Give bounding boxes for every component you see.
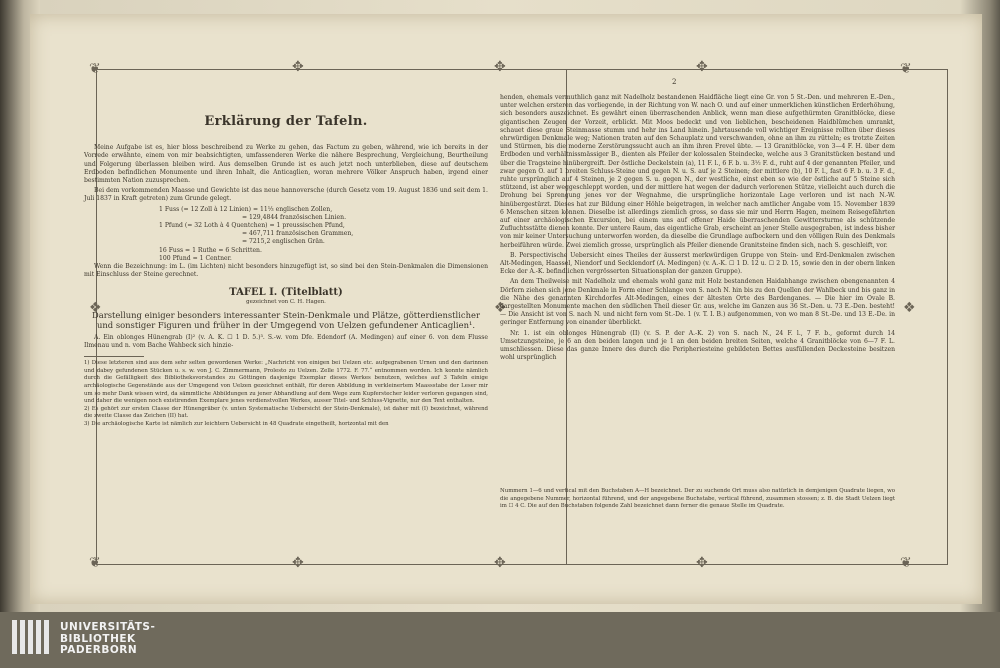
library-logo-icon	[12, 620, 52, 658]
footnote-rule	[84, 356, 144, 357]
plate-heading: TAFEL I. (Titelblatt)	[229, 287, 343, 299]
measure-line: = 7215,2 englischen Grän.	[242, 238, 325, 246]
measure-line: 100 Pfund = 1 Centner.	[159, 254, 232, 262]
corner-ornament-icon: ❦	[89, 61, 101, 77]
plate-author: gezeichnet von C. H. Hagen.	[246, 298, 326, 305]
page-number: 2	[672, 78, 677, 86]
plate-description: Darstellung einiger besonders interessanter Stein-Denkmale und Plätze, götterdienstlicher und sonstiger Figuren und früher in der Umgegend von Uelzen gefundener Anticaglien¹.	[92, 309, 480, 331]
measure-line: 1 Pfund (= 32 Loth à 4 Quentchen) = 1 preussischen Pfund,	[159, 222, 345, 230]
center-ornament-icon: ❖	[494, 300, 507, 316]
footnote-2: 2) Es gehört zur ersten Classe der Hünengräber (v. unten Systematische Uebersicht der Stein-Denkmale), ist daher mit (I) bezeichnet, während die zweite Classe das Zeichen (II) hat.	[84, 405, 488, 420]
measure-line: 16 Fuss = 1 Ruthe = 6 Schritten.	[159, 246, 262, 254]
right-paragraph: B. Perspectivische Uebersicht eines Theiles der äusserst merkwürdigen Gruppe von Stein- und Erd-Denkmalen zwischen Alt-Medingen, Haassel, Niendorf und Secklendorf (A. Medingen) (v. A.-K. ☐ 1 D. 12 u. ☐ 2 D. 15, sowie den in der obern linken Ecke der A.-K. befindlichen vergrösserten Situationsplan der ganzen Gruppe).	[500, 251, 895, 276]
corner-ornament-icon: ❦	[900, 61, 912, 77]
left-column	[84, 94, 488, 429]
library-name-line: BIBLIOTHEK	[60, 632, 136, 645]
page-title: Erklärung der Tafeln.	[204, 114, 368, 129]
top-ornament-icon: ✥	[494, 59, 506, 75]
measure-line: = 467,711 französischen Grammen,	[242, 230, 354, 238]
measure-line: = 129,4844 französischen Linien.	[242, 213, 347, 221]
corner-ornament-icon: ❦	[89, 555, 101, 571]
right-column	[500, 94, 895, 365]
measure-line: 1 Fuss (= 12 Zoll à 12 Linien) = 11⅓ englischen Zollen,	[159, 205, 333, 213]
right-paragraph: An dem Theilweise mit Nadelholz und ehemals wohl ganz mit Holz bestandenen Haidabhange zwischen obengenannten 4 Dörfern ziehen sich jene Denkmale in Form einer Schlange von S. nach N. hin bis zu den Quellen der Wahlbeck und bis ganz in die Nähe des genannten Kirchdorfes Alt-Medingen, eines der ältesten Orte des Bardenganes. — Die hier im Ovale B. dargestellten Monumente machen den südlichen Theil dieser Gr. aus, welche im Ganzen aus 36 St.-Den. u. 73 E.-Den. besteht! — Die Ansicht ist von S. nach N. und nicht fern vom St.-De. 1 (v. T. I. B.) aufgenommen, von wo man 8 St.-De. und 13 E.-De. in geringer Entfernung von einander überblickt.	[500, 278, 895, 327]
right-paragraph: Nr. 1. ist ein oblonges Hünengrab (II) (v. S. P. der A.-K. 2) von S. nach N., 24 F. l., 7 F. b., geformt durch 14 Umsetzungsteine, je 6 an den beiden langen und je 1 an den beiden breiten Seiten, welche 4 Granitblöcke von 6—7 F. L. umschliessen. Diese das ganze Innere des durch die Peripheriesteine gebildeten Bettes ausfüllenden Deckesteine besitzen wohl ursprünglich	[500, 329, 895, 362]
side-ornament-icon: ❖	[89, 300, 102, 316]
dimension-note: Wenn die Bezeichnung: im L. (im Lichten) nicht besonders hinzugefügt ist, so sind bei den Stein-Denkmalen die Dimensionen mit Einschluss der Steine gerechnet.	[84, 263, 488, 279]
item-a-paragraph: A. Ein oblonges Hünengrab (I)² (v. A. K. ☐ 1 D. 5.)³. S.-w. vom Dfe. Edendorf (A. Medingen) auf einer 6. von dem Flusse Ilmenau und n. vom Bache Wahbeck sich hinzie-	[84, 333, 488, 350]
bottom-ornament-icon: ✥	[494, 555, 506, 571]
top-ornament-icon: ✥	[696, 59, 708, 75]
right-paragraph: henden, ehemals vermuthlich ganz mit Nadelholz bestandenen Haidfläche liegt eine Gr. von 5 St.-Den. und mehreren E.-Den., unter welchen ersteren das vorliegende, in der Richtung von W. nach O. und auf einer unmerklichen künstlichen Erderhöhung, sich besonders auszeichnet. Es gewährt einen überraschenden Anblick, wenn man diese aufgethürmten Granitblöcke, diese gigantischen Zeugen der Vorzeit, erblickt. Mit Moos bedeckt und von lieblichen, bescheidenen Haidblümchen umrankt, schauet diese graue Steinmasse stumm und hehr ins Land hinein. Jahrtausende voll wichtiger Ereignisse rollten über dieses ehrwürdigen Denkmale weg; Nationen traten auf den Schauplatz und verschwanden, ohne an ihm zu rütteln; es trotzte Zeiten und Stürmen, bis die moderne Zerstörungssucht auch an ihm ihren Frevel übte. — 13 Granitblöcke, von 3—4 F. H. über dem Erdboden und verhältnissmässiger B., dienten als Pfeiler der kolossalen Steindecke, welche aus 3 Granitstücken bestand und über die Tragsteine hinübergreift. Der östliche Deckelstein (a), 11 F. l., 6 F. b. u. 3½ F. d., ruht auf 4 der genannten Pfeiler, und zwar gegen O. auf 1 breiten Schluss-Steine und gegen N. u. S. auf je 2 Steinen; der mittlere (b), 10 F. l., fast 6 F. b. u. 3 F. d., ruhte ursprünglich auf 4 Steinen, je 2 gegen S. u. gegen N., der westliche, einst eben so wie der östliche auf 5 Steine sich stützend, ist aber weggeschleppt worden, und der mittlere hat wegen der dadurch verlorenen Stütze, vielleicht auch durch die Drohung bei Sprengung jenes vor der Wegnahme, die ursprüngliche horizontale Lage verloren und ist nach N.-W. hinübergestürzt. Dieses hat zur Bildung einer Höhle beigetragen, in welcher nach amtlicher Angabe vom 15. November 1839 6 Menschen sitzen können. Dieselbe ist allerdings ziemlich gross, so dass sie mir und Herrn Hagen, meinem Reisegefährten auf einer archäologischen Excursion, bei einem uns auf offener Haide überraschenden Gewittersturme als schützende Zufluchtsstätte dienen konnte. Der untere Raum, das eigentliche Grab, erscheint an jener Stelle ausgegraben, ist indess bisher von mir keiner Untersuchung unterworfen worden, da dieselbe die Grundlage aufbockern und den völligen Ruin des Denkmals herbeiführen würde. Zwei ziemlich grosse, ursprünglich als Pfeiler dienende Granitsteine finden sich, nach S. geschleift, vor.	[500, 94, 895, 249]
intro-paragraph: Meine Aufgabe ist es, hier bloss beschreibend zu Werke zu gehen, das Factum zu geben, während, wie ich bereits in der Vorrede erwähnte, einem von mir beabsichtigten, umfassenderen Werke die nähere Besprechung, Vergleichung, Beurtheilung und Folgerung überlassen bleiben wird. Aus demselben Grunde ist es auch jetzt noch unterblieben, diese auf deutschem Erdboden befindlichen Monumente und ihren Inhalt, die Anticaglien, woran mehrere Völker Anspruch haben, irgend einer bestimmten Nation zuzusprechen.	[84, 144, 488, 185]
library-name	[60, 622, 155, 657]
side-ornament-icon: ❖	[903, 300, 916, 316]
corner-ornament-icon: ❦	[900, 555, 912, 571]
top-ornament-icon: ✥	[292, 59, 304, 75]
footnote-1: 1) Diese letzteren sind aus dem sehr selten gewordenen Werke: „Nachricht von einigen bei Uelzen etc. aufgegrabenen Urnen und den darinnen und dabey gefundenen Stücken u. s. w. von J. C. Zimmermann, Prolesto zu Uelzen. Zelle 1772. F. 77.“ entnommen worden. Ich konnte nämlich durch die Gefälligkeit des Bibliotheksvorstandes zu Göttingen dasjenige Exemplar dieses Werkes benutzen, welches auf 3 Tafeln einige archäologische Gegenstände aus der Umgegend von Uelzen gezeichnet enthält, für deren Abbildung in verkleinertem Maassstabe der Leser mir um so mehr Dank wissen wird, da sämmtliche Abbildungen zu jener Abhandlung auf dem Wege zum Kupferstecher leider verloren gegangen sind, und daher die wenigen noch existirenden Exemplare jenes verdienstvollen Werkes, ausser Titel- und Schluss-Vignette, nur den Text enthalten.	[84, 360, 488, 405]
measures-paragraph: Bei dem vorkommenden Maasse und Gewichte ist das neue hannoversche (durch Gesetz vom 19. August 1836 und seit dem 1. Juli 1837 in Kraft getreten) zum Grunde gelegt.	[84, 187, 488, 203]
footnote-3: 3) Die archäologische Karte ist nämlich zur leichtern Uebersicht in 48 Quadrate eingetheilt, horizontal mit den	[84, 421, 389, 428]
footnote-continued: Nummern 1—6 und vertical mit den Buchstaben A—H bezeichnet. Der zu suchende Ort muss also natürlich in demjenigen Quadrate liegen, wo die angegebene Nummer, horizontal führend, und der angegebene Buchstabe, vertical führend, zusammen stossen; z. B. die Stadt Uelzen liegt im ☐ 4 C. Die auf den Buchstaben folgende Zahl bezeichnet dann ferner die genaue Stelle im Quadrate.	[500, 488, 895, 510]
bottom-ornament-icon: ✥	[696, 555, 708, 571]
library-name-line: PADERBORN	[60, 644, 138, 656]
bottom-ornament-icon: ✥	[292, 555, 304, 571]
library-name-line: UNIVERSITÄTS-	[60, 621, 156, 633]
